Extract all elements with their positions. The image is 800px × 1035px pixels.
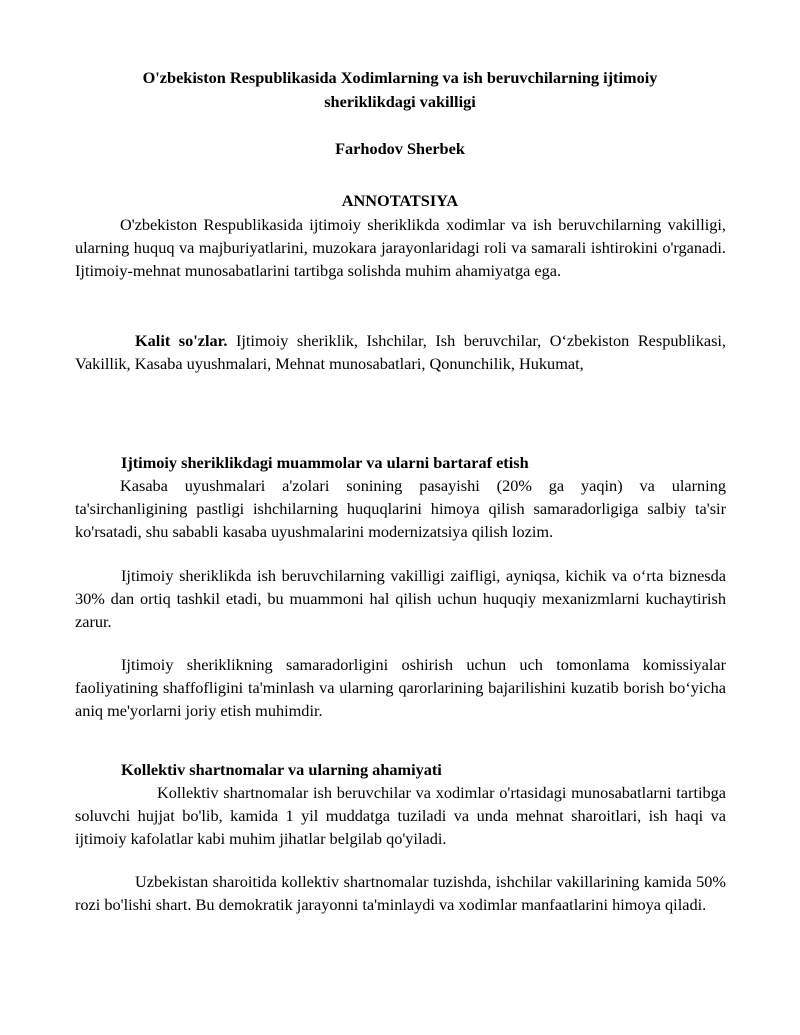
keywords-label: Kalit so'zlar.	[135, 331, 228, 350]
section2-paragraph-2: Uzbekistan sharoitida kollektiv shartnomalar tuzishda, ishchilar vakillarining kamida 50% rozi bo'lishi shart. Bu demokratik jarayonni ta'minlaydi va xodimlar manfaatlarini himoya qiladi.	[75, 872, 726, 914]
keywords-text: Ijtimoiy sheriklik, Ishchilar, Ish beruvchilar, O‘zbekiston Respublikasi, Vakillik, Kasaba uyushmalari, Mehnat munosabatlari, Qonunchilik, Hukumat,	[75, 331, 727, 373]
annotation-heading: ANNOTATSIYA	[341, 191, 459, 210]
section-heading-problems: Ijtimoiy sheriklikdagi muammolar va ularni bartaraf etish	[121, 453, 529, 472]
author-name: Farhodov Sherbek	[335, 139, 465, 158]
annotation-text: O'zbekiston Respublikasida ijtimoiy sheriklikda xodimlar va ish beruvchilarning vakilligi, ularning huquq va majburiyatlarini, muzokara jarayonlaridagi roli va samarali ishtirokini o'rganadi. Ijtimoiy-mehnat munosabatlarini tartibga solishda muhim ahamiyatga ega.	[75, 215, 726, 280]
section1-paragraph-2: Ijtimoiy sheriklikda ish beruvchilarning vakilligi zaifligi, ayniqsa, kichik va o‘rta biznesda 30% dan ortiq tashkil etadi, bu muammoni hal qilish uchun huquqiy mexanizmlarni kuchaytirish zarur.	[75, 566, 726, 631]
section1-paragraph-3: Ijtimoiy sheriklikning samaradorligini oshirish uchun uch tomonlama komissiyalar faoliyatining shaffofligini ta'minlash va ularning qarorlarining bajarilishini kuzatib borish bo‘yicha aniq me'yorlarni joriy etish muhimdir.	[75, 655, 726, 720]
keywords-paragraph	[75, 329, 726, 375]
section2-paragraph-1: Kollektiv shartnomalar ish beruvchilar va xodimlar o'rtasidagi munosabatlarni tartibga soluvchi hujjat bo'lib, kamida 1 yil muddatga tuziladi va unda mehnat sharoitlari, ish haqi va ijtimoiy kafolatlar kabi muhim jihatlar belgilab qo'yiladi.	[75, 783, 726, 848]
document-title: O'zbekiston Respublikasida Xodimlarning va ish beruvchilarning ijtimoiy sheriklikdagi vakilligi	[142, 68, 658, 111]
section-heading-collective-agreements: Kollektiv shartnomalar va ularning ahamiyati	[121, 760, 442, 779]
section1-paragraph-1: Kasaba uyushmalari a'zolari sonining pasayishi (20% ga yaqin) va ularning ta'sirchanligining pastligi ishchilarning huquqlarini himoya qilish samaradorligiga salbiy ta'sir ko'rsatadi, shu sababli kasaba uyushmalarini modernizatsiya qilish lozim.	[75, 476, 726, 541]
